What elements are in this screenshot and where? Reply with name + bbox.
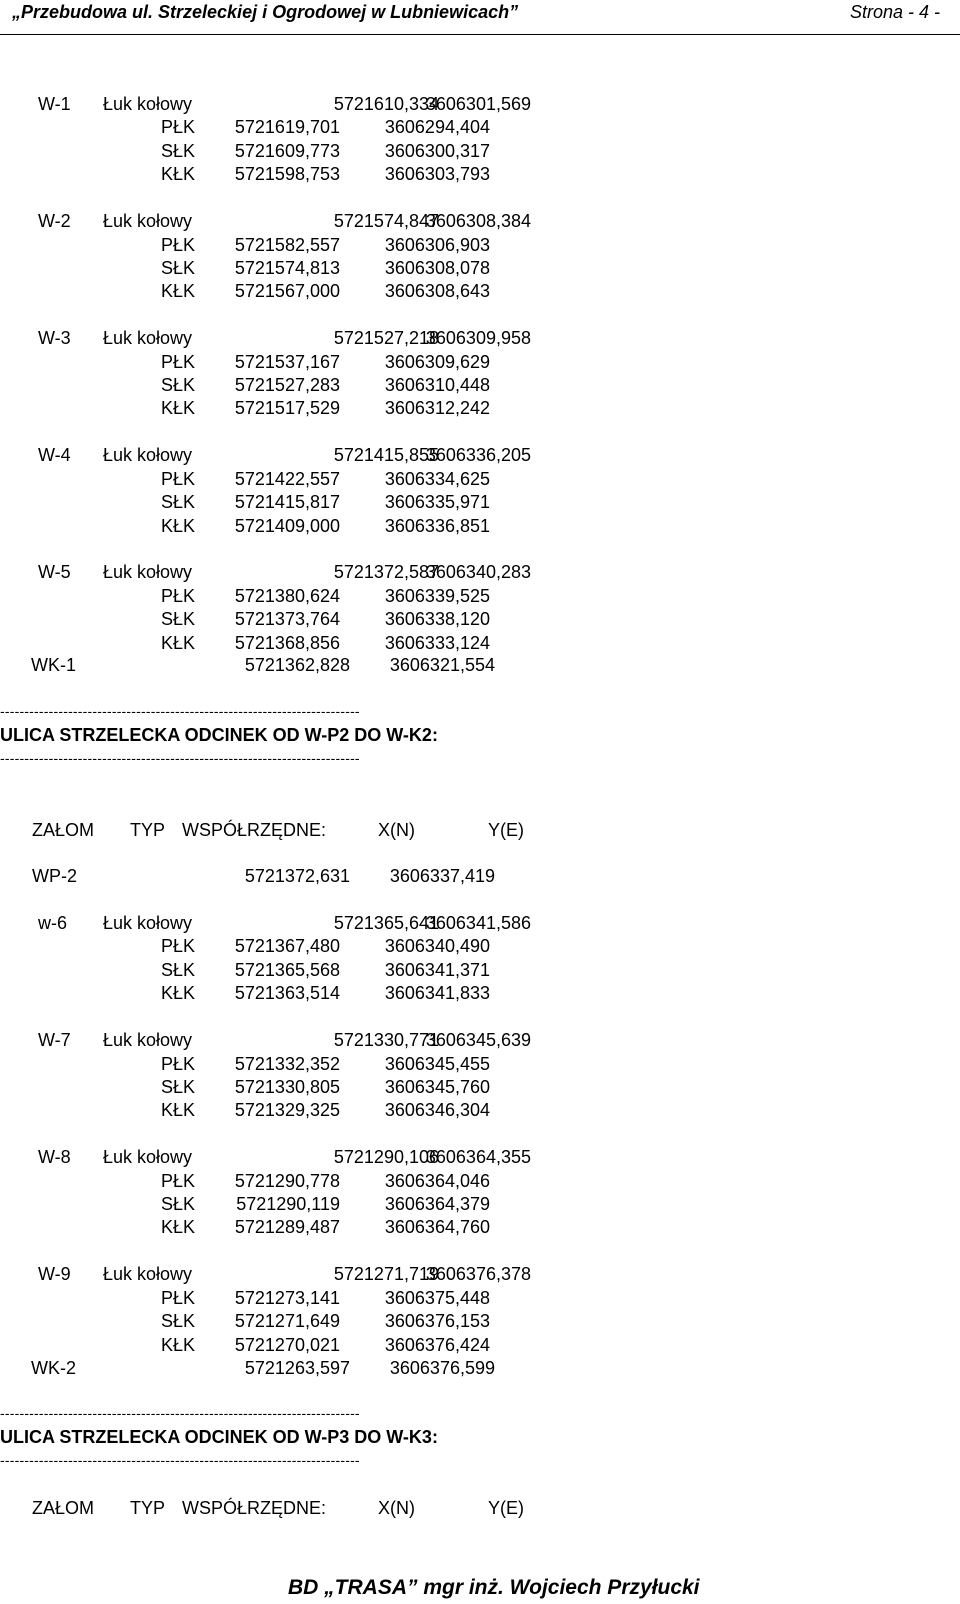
- coord-x: 5721517,529: [234, 398, 340, 419]
- coord-x: 5721537,167: [234, 351, 340, 372]
- coord-y: 3606346,304: [384, 1100, 490, 1121]
- arc-point-type: SŁK: [160, 1311, 195, 1332]
- coord-y: 3606376,599: [389, 1358, 495, 1378]
- arc-point-type: KŁK: [160, 632, 195, 653]
- coord-y: 3606335,971: [384, 492, 490, 513]
- coord-y: 3606294,404: [384, 117, 490, 138]
- col-header-x: X(N): [378, 1498, 415, 1518]
- page-header: [0, 0, 960, 35]
- arc-type: Łuk kołowy: [103, 562, 193, 583]
- arc-point-type: PŁK: [160, 1287, 195, 1308]
- arc-point-type: SŁK: [160, 492, 195, 513]
- coord-y: 3606364,760: [384, 1217, 490, 1238]
- point-id: w-6: [38, 913, 68, 933]
- point-id: WK-1: [31, 655, 76, 675]
- col-header-wspolrzedne: WSPÓŁRZĘDNE:: [182, 820, 327, 840]
- arc-type: Łuk kołowy: [103, 211, 193, 232]
- col-header-typ: TYP: [130, 1498, 166, 1518]
- arc-point-type: KŁK: [160, 983, 195, 1004]
- arc-point-type: KŁK: [160, 1334, 195, 1355]
- coord-x: 5721368,856: [234, 632, 340, 653]
- coord-x: 5721422,557: [234, 468, 340, 489]
- arc-point-type: SŁK: [160, 1076, 195, 1097]
- coord-y: 3606303,793: [384, 164, 490, 185]
- arc-point-type: KŁK: [160, 1100, 195, 1121]
- point-id: WP-2: [32, 866, 77, 886]
- coord-y: 3606312,242: [384, 398, 490, 419]
- coord-y: 3606309,629: [384, 351, 490, 372]
- coord-y: 3606306,903: [384, 234, 490, 255]
- col-header-typ: TYP: [130, 820, 166, 840]
- arc-point-type: PŁK: [160, 1053, 195, 1074]
- coord-x: 5721574,847: [333, 211, 439, 232]
- coord-x: 5721367,480: [234, 936, 340, 957]
- coord-y: 3606376,153: [384, 1311, 490, 1332]
- document-title: „Przebudowa ul. Strzeleckiej i Ogrodowej w Lubniewicach”: [12, 2, 519, 22]
- coord-y: 3606333,124: [384, 632, 490, 653]
- coord-y: 3606308,078: [384, 257, 490, 278]
- coord-x: 5721610,334: [333, 94, 439, 114]
- col-header-wspolrzedne: WSPÓŁRZĘDNE:: [182, 1498, 327, 1518]
- col-header-x: X(N): [378, 820, 415, 840]
- coord-x: 5721527,283: [234, 375, 340, 395]
- coord-y: 3606340,283: [425, 562, 531, 583]
- arc-type: Łuk kołowy: [103, 328, 193, 349]
- coord-y: 3606364,379: [384, 1194, 490, 1214]
- coord-y: 3606308,384: [425, 211, 531, 232]
- arc-type: Łuk kołowy: [103, 913, 193, 933]
- coord-x: 5721329,325: [234, 1100, 340, 1121]
- coord-x: 5721415,855: [333, 445, 439, 466]
- coord-x: 5721273,141: [234, 1287, 340, 1308]
- arc-point-type: SŁK: [160, 375, 195, 395]
- arc-point-type: KŁK: [160, 515, 195, 536]
- coord-y: 3606376,378: [425, 1264, 531, 1285]
- col-header-y: Y(E): [488, 820, 524, 840]
- footer-author: BD „TRASA” mgr inż. Wojciech Przyłucki: [288, 1576, 700, 1599]
- coord-y: 3606340,490: [384, 936, 490, 957]
- arc-point-type: SŁK: [160, 1194, 195, 1214]
- arc-point-type: SŁK: [160, 140, 195, 161]
- coord-x: 5721330,805: [234, 1076, 340, 1097]
- arc-type: Łuk kołowy: [103, 94, 193, 114]
- point-id: W-8: [38, 1147, 71, 1168]
- coord-y: 3606336,851: [384, 515, 490, 536]
- coord-y: 3606341,586: [425, 913, 531, 933]
- arc-point-type: KŁK: [160, 164, 195, 185]
- coord-y: 3606310,448: [384, 375, 490, 395]
- coord-y: 3606364,355: [425, 1147, 531, 1168]
- col-header-zalom: ZAŁOM: [32, 820, 95, 840]
- coord-x: 5721270,021: [234, 1334, 340, 1355]
- coord-y: 3606341,371: [384, 959, 490, 980]
- coord-x: 5721330,771: [333, 1030, 439, 1051]
- arc-point-type: KŁK: [160, 398, 195, 419]
- arc-point-type: SŁK: [160, 257, 195, 278]
- point-id: W-4: [38, 445, 71, 466]
- coord-x: 5721574,813: [234, 257, 340, 278]
- arc-type: Łuk kołowy: [103, 1264, 193, 1285]
- section-title: ULICA STRZELECKA ODCINEK OD W-P3 DO W-K3:: [0, 1427, 438, 1447]
- coord-x: 5721373,764: [234, 609, 340, 630]
- point-id: W-9: [38, 1264, 71, 1285]
- coord-y: 3606300,317: [384, 140, 490, 161]
- arc-point-type: PŁK: [160, 1170, 195, 1191]
- coord-y: 3606337,419: [389, 866, 495, 886]
- coord-y: 3606338,120: [384, 609, 490, 630]
- coord-x: 5721372,587: [333, 562, 439, 583]
- point-id: W-3: [38, 328, 71, 349]
- coord-y: 3606308,643: [384, 281, 490, 302]
- point-id: W-1: [38, 94, 71, 114]
- coord-y: 3606345,639: [425, 1030, 531, 1051]
- coord-x: 5721609,773: [234, 140, 340, 161]
- coord-x: 5721619,701: [234, 117, 340, 138]
- coord-y: 3606341,833: [384, 983, 490, 1004]
- coord-x: 5721290,106: [333, 1147, 439, 1168]
- col-header-zalom: ZAŁOM: [32, 1498, 95, 1518]
- coord-x: 5721372,631: [244, 866, 350, 886]
- coord-y: 3606375,448: [384, 1287, 490, 1308]
- section-title: ULICA STRZELECKA ODCINEK OD W-P2 DO W-K2:: [0, 725, 438, 745]
- coord-y: 3606321,554: [389, 655, 495, 675]
- coord-x: 5721380,624: [234, 585, 340, 606]
- arc-point-type: KŁK: [160, 1217, 195, 1238]
- coord-x: 5721527,218: [333, 328, 439, 349]
- coord-x: 5721289,487: [234, 1217, 340, 1238]
- coord-y: 3606345,455: [384, 1053, 490, 1074]
- coord-y: 3606376,424: [384, 1334, 490, 1355]
- separator: --------------------------------------------------------------------------: [0, 703, 360, 719]
- arc-point-type: PŁK: [160, 234, 195, 255]
- arc-point-type: SŁK: [160, 959, 195, 980]
- arc-point-type: PŁK: [160, 585, 195, 606]
- coord-x: 5721365,641: [333, 913, 439, 933]
- coord-x: 5721332,352: [234, 1053, 340, 1074]
- arc-point-type: PŁK: [160, 351, 195, 372]
- arc-point-type: PŁK: [160, 468, 195, 489]
- coord-y: 3606309,958: [425, 328, 531, 349]
- arc-type: Łuk kołowy: [103, 445, 193, 466]
- coord-x: 5721290,778: [234, 1170, 340, 1191]
- coord-y: 3606339,525: [384, 585, 490, 606]
- coord-y: 3606336,205: [425, 445, 531, 466]
- col-header-y: Y(E): [488, 1498, 524, 1518]
- separator: --------------------------------------------------------------------------: [0, 750, 360, 766]
- coord-x: 5721363,514: [234, 983, 340, 1004]
- separator: --------------------------------------------------------------------------: [0, 1452, 360, 1468]
- point-id: W-7: [38, 1030, 71, 1051]
- coord-x: 5721271,649: [234, 1311, 340, 1332]
- arc-type: Łuk kołowy: [103, 1030, 193, 1051]
- arc-point-type: SŁK: [160, 609, 195, 630]
- coord-x: 5721263,597: [244, 1358, 350, 1378]
- point-id: WK-2: [31, 1358, 76, 1378]
- point-id: W-5: [38, 562, 71, 583]
- coord-y: 3606334,625: [384, 468, 490, 489]
- arc-point-type: KŁK: [160, 281, 195, 302]
- coord-x: 5721365,568: [234, 959, 340, 980]
- coord-x: 5721415,817: [234, 492, 340, 513]
- point-id: W-2: [38, 211, 71, 232]
- coord-x: 5721362,828: [244, 655, 350, 675]
- coord-x: 5721290,119: [236, 1194, 340, 1214]
- coord-y: 3606345,760: [384, 1076, 490, 1097]
- coord-x: 5721271,719: [333, 1264, 439, 1285]
- arc-type: Łuk kołowy: [103, 1147, 193, 1168]
- coord-x: 5721582,557: [234, 234, 340, 255]
- separator: --------------------------------------------------------------------------: [0, 1405, 360, 1421]
- coord-y: 3606301,569: [425, 94, 531, 114]
- coord-x: 5721409,000: [234, 515, 340, 536]
- coord-y: 3606364,046: [384, 1170, 490, 1191]
- arc-point-type: PŁK: [160, 936, 195, 957]
- coord-x: 5721567,000: [234, 281, 340, 302]
- coord-x: 5721598,753: [234, 164, 340, 185]
- page-number: Strona - 4 -: [849, 2, 940, 22]
- arc-point-type: PŁK: [160, 117, 195, 138]
